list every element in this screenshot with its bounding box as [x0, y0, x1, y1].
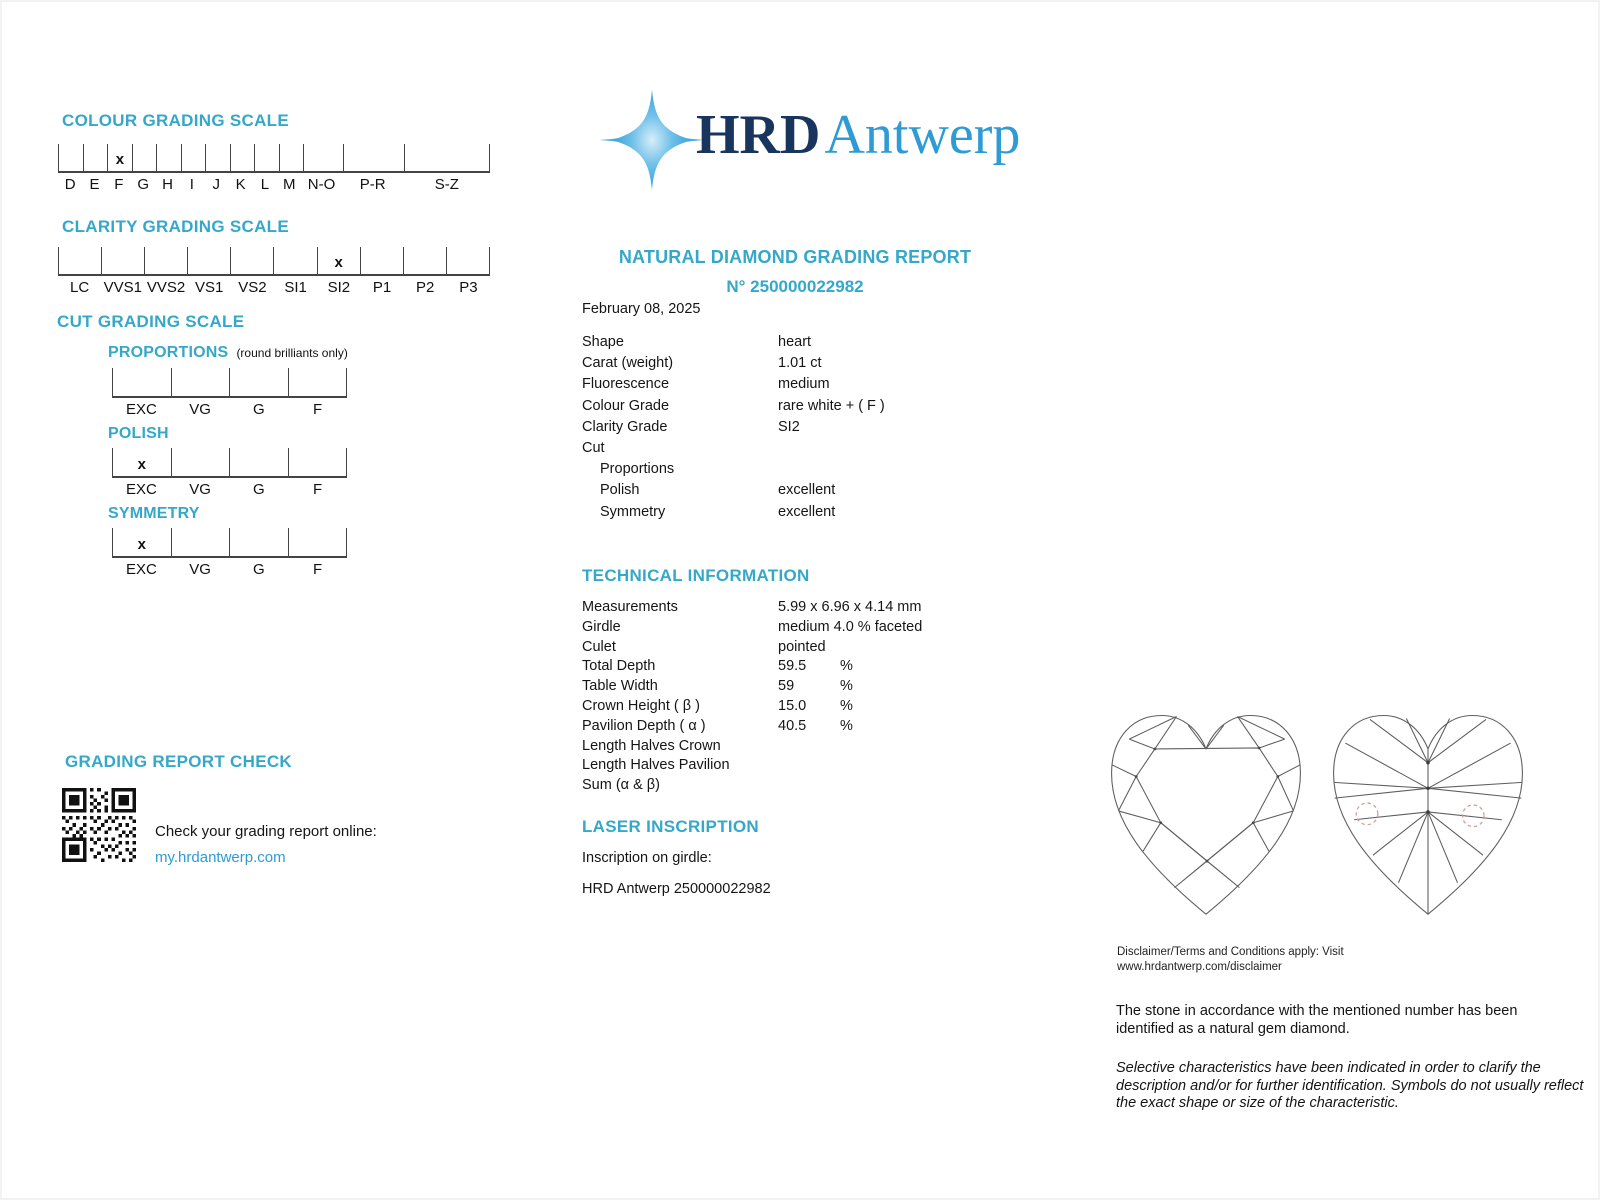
colour-label: E	[89, 176, 100, 193]
clarity-scale-segment	[101, 247, 144, 274]
clarity-scale-segment	[187, 247, 230, 274]
detail-row: Clarity Grade SI2	[582, 418, 800, 435]
technical-information-list	[582, 599, 1022, 797]
colour-label: S-Z	[434, 176, 459, 193]
detail-row: Carat (weight) 1.01 ct	[582, 355, 822, 372]
clarity-scale-segment	[273, 247, 316, 274]
colour-label: J	[212, 176, 220, 193]
detail-row: Shape heart	[582, 334, 812, 350]
detail-row: Fluorescence medium	[582, 376, 830, 393]
technical-row: Crown Height ( β ) 15.0 %	[582, 697, 853, 714]
colour-scale-segment	[181, 144, 206, 171]
report-date: February 08, 2025	[582, 301, 701, 317]
colour-scale-segment	[156, 144, 181, 171]
laser-inscription-value: HRD Antwerp 250000022982	[582, 881, 771, 897]
clarity-label: SI2	[327, 279, 351, 296]
technical-row: Sum (α & β)	[582, 777, 660, 794]
symmetry-subheading: SYMMETRY	[108, 505, 200, 522]
colour-label: D	[64, 176, 76, 193]
colour-label: H	[162, 176, 173, 193]
clarity-label: P3	[459, 279, 478, 296]
report-number: N° 250000022982	[726, 277, 864, 296]
colour-label: K	[235, 176, 246, 193]
clarity-label: VS1	[195, 279, 224, 296]
clarity-scale-segment	[446, 247, 490, 274]
technical-row: Girdle medium 4.0 % faceted	[582, 618, 923, 635]
qr-code	[62, 788, 136, 862]
colour-grade-mark: x	[115, 151, 125, 168]
stone-details-list	[582, 334, 1022, 525]
heart-crown-view-diagram	[1086, 686, 1326, 926]
clarity-scale-segment	[403, 247, 446, 274]
technical-row: Table Width 59 %	[582, 678, 853, 695]
laser-inscription-intro: Inscription on girdle:	[582, 850, 712, 866]
detail-row: Polish excellent	[600, 482, 836, 499]
colour-scale-segment	[205, 144, 230, 171]
clarity-label: LC	[70, 279, 90, 296]
colour-label: G	[137, 176, 150, 193]
proportions-note: (round brilliants only)	[236, 346, 348, 360]
polish-grade-mark: x	[137, 456, 146, 473]
cut-grade-label: G	[253, 401, 265, 418]
clarity-label: VVS2	[146, 279, 186, 296]
clarity-scale-segment	[360, 247, 403, 274]
colour-scale-segment	[230, 144, 255, 171]
colour-scale-segment	[279, 144, 304, 171]
colour-label: N-O	[307, 176, 336, 193]
clarity-label: P2	[416, 279, 435, 296]
polish-scale-segment	[171, 448, 230, 476]
polish-subheading: POLISH	[108, 425, 169, 442]
logo-hrd-text: HRD	[696, 104, 821, 166]
cut-grade-label: G	[253, 561, 265, 578]
inclusion-mark	[1356, 803, 1378, 825]
colour-label: P-R	[359, 176, 386, 193]
report-title: NATURAL DIAMOND GRADING REPORT	[618, 247, 972, 267]
technical-row: Pavilion Depth ( α ) 40.5 %	[582, 717, 853, 734]
grading-report-check-heading: GRADING REPORT CHECK	[65, 752, 293, 771]
clarity-scale-labels	[58, 279, 490, 296]
laser-inscription-heading: LASER INSCRIPTION	[582, 817, 760, 836]
cut-grade-label: VG	[189, 481, 211, 498]
colour-label: F	[114, 176, 124, 193]
clarity-label: SI1	[284, 279, 307, 296]
polish-scale-segment	[288, 448, 348, 476]
colour-scale	[58, 144, 490, 173]
colour-label: I	[189, 176, 194, 193]
clarity-scale-segment	[230, 247, 273, 274]
proportions-scale-segment	[171, 368, 230, 396]
technical-row: Culet pointed	[582, 638, 826, 655]
proportions-scale-segment	[112, 368, 171, 396]
proportions-scale-segment	[288, 368, 348, 396]
disclaimer-note: Disclaimer/Terms and Conditions apply: Visit www.hrdantwerp.com/disclaimer	[1117, 946, 1344, 973]
proportions-label: PROPORTIONS	[108, 344, 229, 361]
symmetry-scale-segment	[288, 528, 348, 556]
colour-scale-heading: COLOUR GRADING SCALE	[62, 111, 289, 130]
selective-characteristics-note: Selective characteristics have been indicated in order to clarify the description and/or for further identification. Symbols do not usually reflect the exact shape or size of the characteristic.	[1116, 1060, 1584, 1112]
clarity-grade-mark: x	[334, 254, 343, 271]
polish-scale-labels	[112, 481, 347, 498]
technical-row: Length Halves Pavilion	[582, 757, 730, 774]
proportions-scale-labels	[112, 401, 347, 418]
colour-scale-segment	[58, 144, 83, 171]
clarity-scale-segment	[317, 247, 360, 274]
symmetry-scale-segment	[171, 528, 230, 556]
colour-scale-segment	[303, 144, 343, 171]
clarity-scale	[58, 247, 490, 276]
colour-label: M	[283, 176, 296, 193]
colour-scale-segment	[83, 144, 108, 171]
technical-information-heading: TECHNICAL INFORMATION	[582, 566, 810, 585]
cut-grade-label: F	[313, 401, 323, 418]
detail-row: Cut	[582, 439, 605, 456]
clarity-label: VS2	[238, 279, 267, 296]
cut-grade-label: VG	[189, 401, 211, 418]
clarity-scale-heading: CLARITY GRADING SCALE	[62, 217, 289, 236]
symmetry-scale-segment	[229, 528, 288, 556]
colour-label: L	[260, 176, 270, 193]
hrd-star-icon	[598, 84, 706, 196]
clarity-label: VVS1	[103, 279, 142, 296]
logo-antwerp-text: Antwerp	[824, 104, 1021, 166]
identification-statement: The stone in accordance with the mentioned number has been identified as a natural gem diamond.	[1116, 1003, 1518, 1037]
detail-row: Proportions	[600, 461, 675, 478]
technical-row: Total Depth 59.5 %	[582, 658, 853, 675]
clarity-label: P1	[372, 279, 392, 296]
polish-scale	[112, 448, 347, 478]
colour-scale-labels	[58, 176, 490, 193]
detail-row: Symmetry excellent	[600, 503, 836, 520]
cut-scale-heading: CUT GRADING SCALE	[57, 312, 245, 331]
symmetry-scale-labels	[112, 561, 347, 578]
heart-pavilion-view-diagram	[1308, 686, 1548, 926]
cut-grade-label: EXC	[125, 561, 157, 578]
clarity-scale-segment	[144, 247, 187, 274]
colour-scale-segment	[254, 144, 279, 171]
symmetry-grade-mark: x	[137, 536, 146, 553]
report-title-block	[560, 247, 1030, 297]
symmetry-scale-segment	[112, 528, 171, 556]
cut-grade-label: VG	[189, 561, 211, 578]
cut-grade-label: F	[313, 481, 323, 498]
cut-grade-label: EXC	[125, 481, 157, 498]
cut-grade-label: G	[253, 481, 265, 498]
symmetry-scale	[112, 528, 347, 558]
proportions-subheading	[108, 344, 348, 362]
check-online-text: Check your grading report online:	[155, 823, 377, 840]
technical-row: Length Halves Crown	[582, 737, 721, 754]
colour-scale-segment	[404, 144, 490, 171]
colour-scale-segment	[132, 144, 157, 171]
hrdantwerp-link[interactable]: my.hrdantwerp.com	[155, 849, 286, 866]
proportions-scale-segment	[229, 368, 288, 396]
polish-scale-segment	[112, 448, 171, 476]
polish-scale-segment	[229, 448, 288, 476]
hrd-antwerp-logo	[696, 106, 1020, 164]
cut-grade-label: EXC	[125, 401, 157, 418]
colour-scale-segment	[343, 144, 404, 171]
colour-scale-segment	[107, 144, 132, 171]
clarity-scale-segment	[58, 247, 101, 274]
technical-row: Measurements 5.99 x 6.96 x 4.14 mm	[582, 599, 922, 615]
proportions-scale	[112, 368, 347, 398]
detail-row: Colour Grade rare white + ( F )	[582, 397, 885, 414]
cut-grade-label: F	[313, 561, 323, 578]
